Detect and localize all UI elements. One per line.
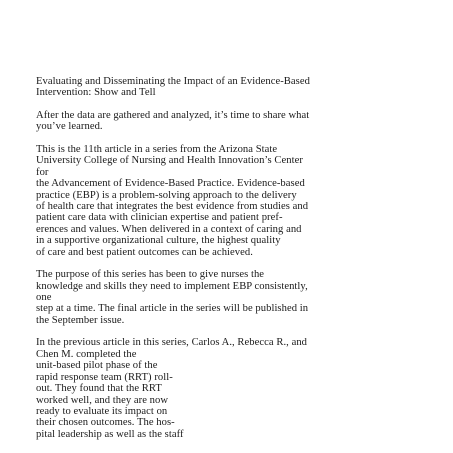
- text-line: Intervention: Show and Tell: [36, 87, 156, 99]
- text-line: After the data are gathered and analyzed, it’s time to share what: [36, 110, 310, 121]
- text-line: pital leadership as well as the staff: [36, 428, 184, 440]
- text-line: the September issue.: [36, 314, 125, 326]
- text-line: patient care data with clinician expertise and patient pref-: [36, 212, 283, 224]
- text-line: In the previous article in this series, Carlos A., Rebecca R., and: [36, 337, 308, 349]
- text-line: one: [36, 292, 52, 304]
- paragraph-title: [36, 76, 436, 99]
- paragraph-purpose: [36, 269, 436, 326]
- text-line: knowledge and skills they need to implement EBP consistently,: [36, 280, 308, 292]
- text-line: worked well, and they are now: [36, 394, 169, 406]
- text-line: unit-based pilot phase of the: [36, 360, 158, 372]
- text-line: This is the 11th article in a series from the Arizona State: [36, 144, 278, 155]
- text-line: rapid response team (RRT) roll-: [36, 371, 173, 383]
- text-line: of health care that integrates the best evidence from studies and: [36, 201, 309, 213]
- text-line: their chosen outcomes. The hos-: [36, 417, 175, 429]
- text-line: University College of Nursing and Health Innovation’s Center: [36, 155, 303, 167]
- text-line: in a supportive organizational culture, the highest quality: [36, 235, 281, 247]
- text-line: ready to evaluate its impact on: [36, 405, 168, 417]
- paragraph-series-description: [36, 144, 436, 258]
- text-line: erences and values. When delivered in a context of caring and: [36, 223, 302, 235]
- paragraph-intro: [36, 110, 436, 133]
- text-line: The purpose of this series has been to give nurses the: [36, 269, 265, 281]
- text-line: the Advancement of Evidence-Based Practice. Evidence-based: [36, 178, 305, 190]
- text-line: Chen M. completed the: [36, 348, 137, 360]
- document-body: [36, 76, 436, 451]
- text-line: for: [36, 166, 49, 178]
- text-line: you’ve learned.: [36, 121, 103, 133]
- text-line: practice (EBP) is a problem-solving approach to the delivery: [36, 189, 297, 201]
- text-line: Evaluating and Disseminating the Impact of an Evidence-Based: [36, 76, 310, 87]
- text-line: of care and best patient outcomes can be achieved.: [36, 246, 253, 258]
- text-line: step at a time. The final article in the series will be published in: [36, 303, 309, 315]
- text-line: out. They found that the RRT: [36, 383, 162, 395]
- paragraph-previous-article: [36, 337, 436, 440]
